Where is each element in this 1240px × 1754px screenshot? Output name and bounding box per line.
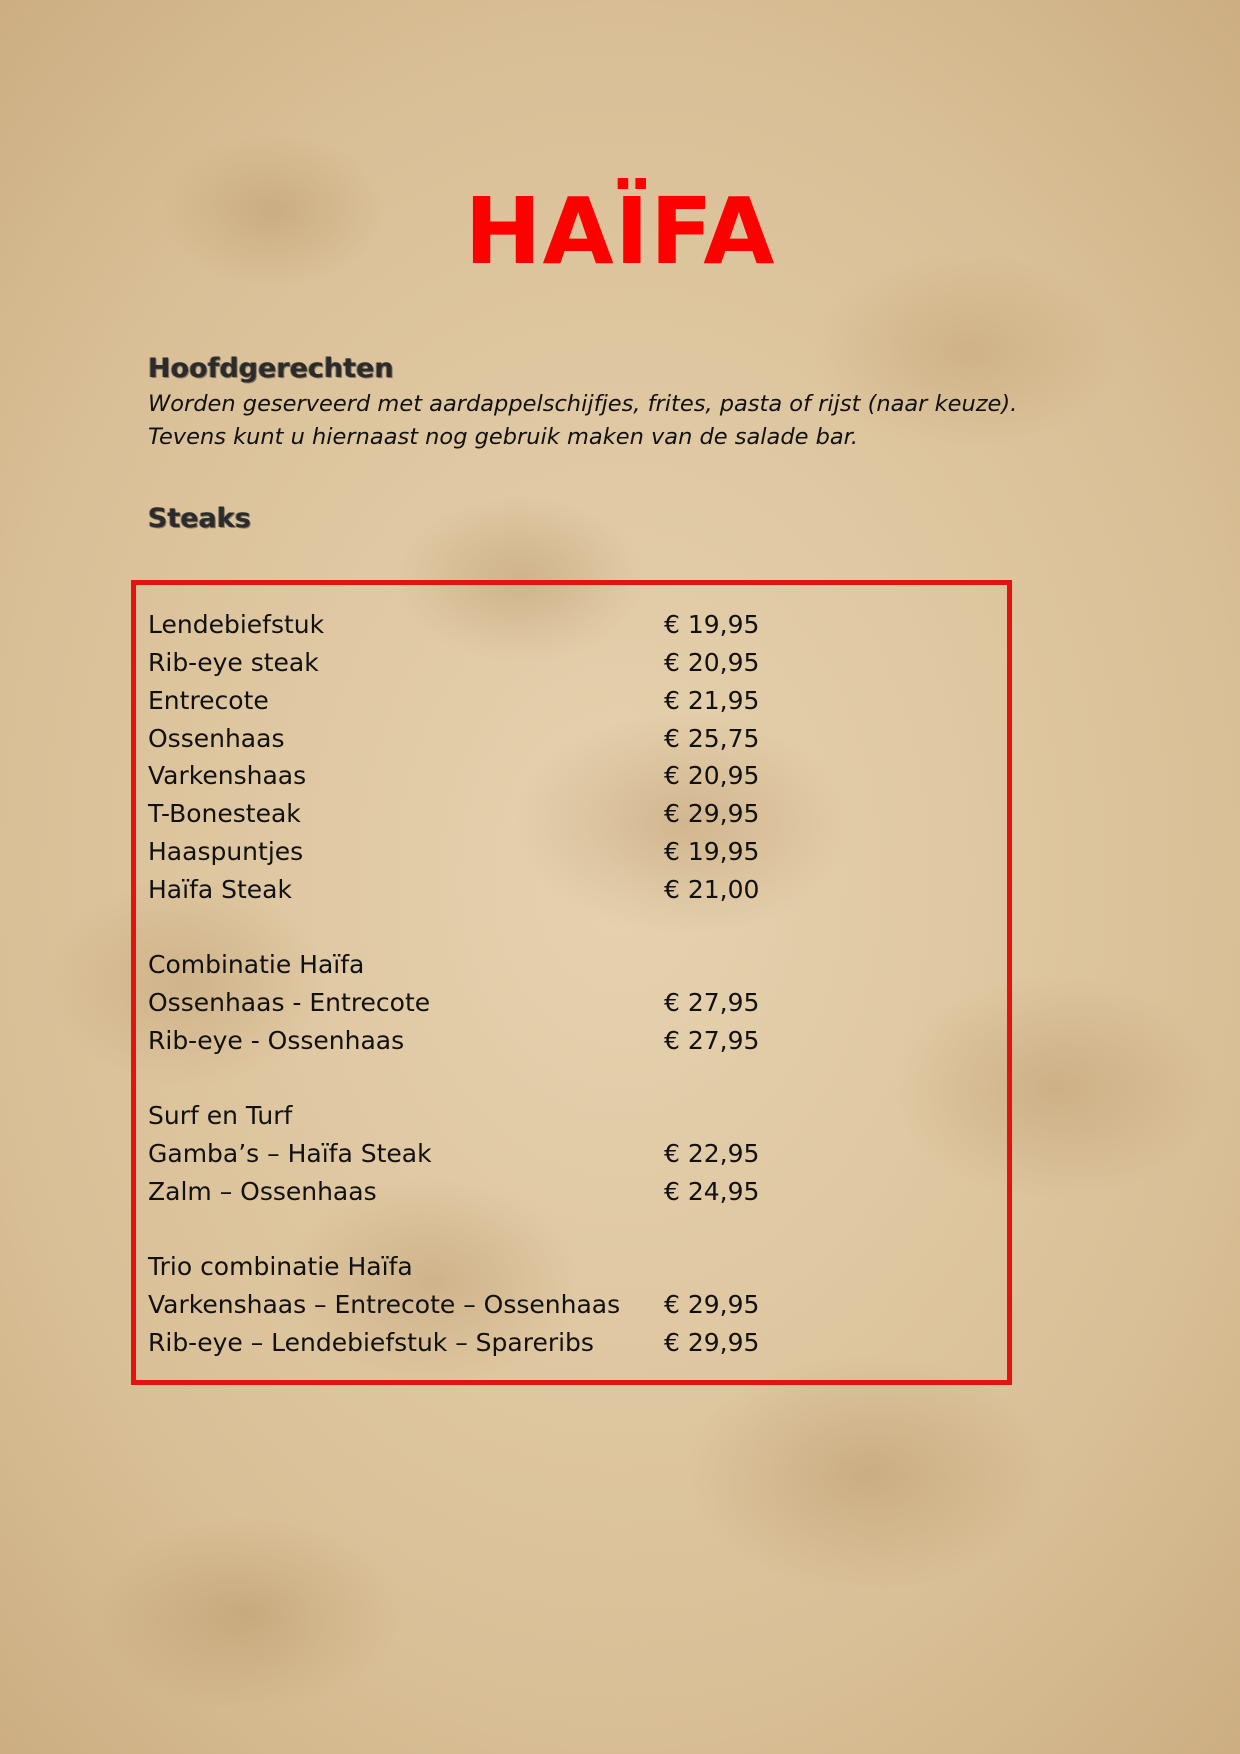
group-spacer: [148, 1059, 998, 1097]
menu-item-price: € 19,95: [664, 836, 760, 866]
menu-item-price: € 24,95: [664, 1176, 760, 1206]
menu-item-name: Haïfa Steak: [148, 874, 292, 904]
menu-item-name: Ossenhaas - Entrecote: [148, 987, 431, 1017]
menu-item: [148, 1021, 998, 1059]
menu-item-name: T-Bonesteak: [148, 799, 301, 829]
menu-item-price: € 20,95: [664, 761, 760, 791]
menu-item-price: € 25,75: [664, 723, 760, 753]
menu-item: [148, 1172, 998, 1210]
menu-item-price: € 29,95: [664, 799, 760, 829]
menu-item: [148, 1135, 998, 1173]
menu-item-name: Ossenhaas: [148, 723, 285, 753]
menu-item-price: € 29,95: [664, 1289, 760, 1319]
steaks-heading: Steaks: [148, 503, 251, 534]
menu-item-name: Rib-eye steak: [148, 648, 319, 678]
menu-item-name: Zalm – Ossenhaas: [148, 1176, 377, 1206]
menu-item-price: € 29,95: [664, 1327, 760, 1357]
menu-item-price: € 27,95: [664, 1025, 760, 1055]
intro-line-2: Tevens kunt u hiernaast nog gebruik maken van de salade bar.: [148, 424, 859, 450]
menu-item-name: Rib-eye – Lendebiefstuk – Spareribs: [148, 1327, 594, 1357]
group-heading-label: Surf en Turf: [148, 1101, 293, 1131]
main-courses-heading: Hoofdgerechten: [148, 353, 394, 384]
group-heading-combinatie: [148, 946, 998, 984]
menu-item-price: € 27,95: [664, 987, 760, 1017]
group-heading-label: Combinatie Haïfa: [148, 950, 365, 980]
menu-item-price: € 19,95: [664, 610, 760, 640]
menu-item-name: Varkenshaas – Entrecote – Ossenhaas: [148, 1289, 621, 1319]
menu-item: [148, 606, 998, 644]
menu-item: [148, 795, 998, 833]
menu-item-price: € 21,00: [664, 874, 760, 904]
group-heading-label: Trio combinatie Haïfa: [148, 1252, 413, 1282]
menu-item-name: Entrecote: [148, 685, 269, 715]
menu-item-price: € 20,95: [664, 648, 760, 678]
menu-item: [148, 833, 998, 871]
menu-item: [148, 1286, 998, 1324]
menu-item-name: Rib-eye - Ossenhaas: [148, 1025, 405, 1055]
menu-item-name: Gamba’s – Haïfa Steak: [148, 1138, 432, 1168]
menu-item-name: Haaspuntjes: [148, 836, 304, 866]
group-heading-surf-turf: [148, 1097, 998, 1135]
menu-item: [148, 682, 998, 720]
menu-item: [148, 984, 998, 1022]
group-heading-trio: [148, 1248, 998, 1286]
menu-item-name: Varkenshaas: [148, 761, 307, 791]
menu-item: [148, 870, 998, 908]
restaurant-title: HAÏFA: [464, 178, 776, 285]
group-spacer: [148, 908, 998, 946]
menu-item-price: € 21,95: [664, 685, 760, 715]
menu-item: [148, 1323, 998, 1361]
menu-item: [148, 757, 998, 795]
menu-item-name: Lendebiefstuk: [148, 610, 325, 640]
steak-menu-list: [148, 606, 998, 1361]
menu-item: [148, 644, 998, 682]
group-spacer: [148, 1210, 998, 1248]
intro-section: [148, 350, 1048, 454]
menu-item-price: € 22,95: [664, 1138, 760, 1168]
menu-item: [148, 719, 998, 757]
intro-line-1: Worden geserveerd met aardappelschijfjes, frites, pasta of rijst (naar keuze).: [148, 391, 1018, 417]
